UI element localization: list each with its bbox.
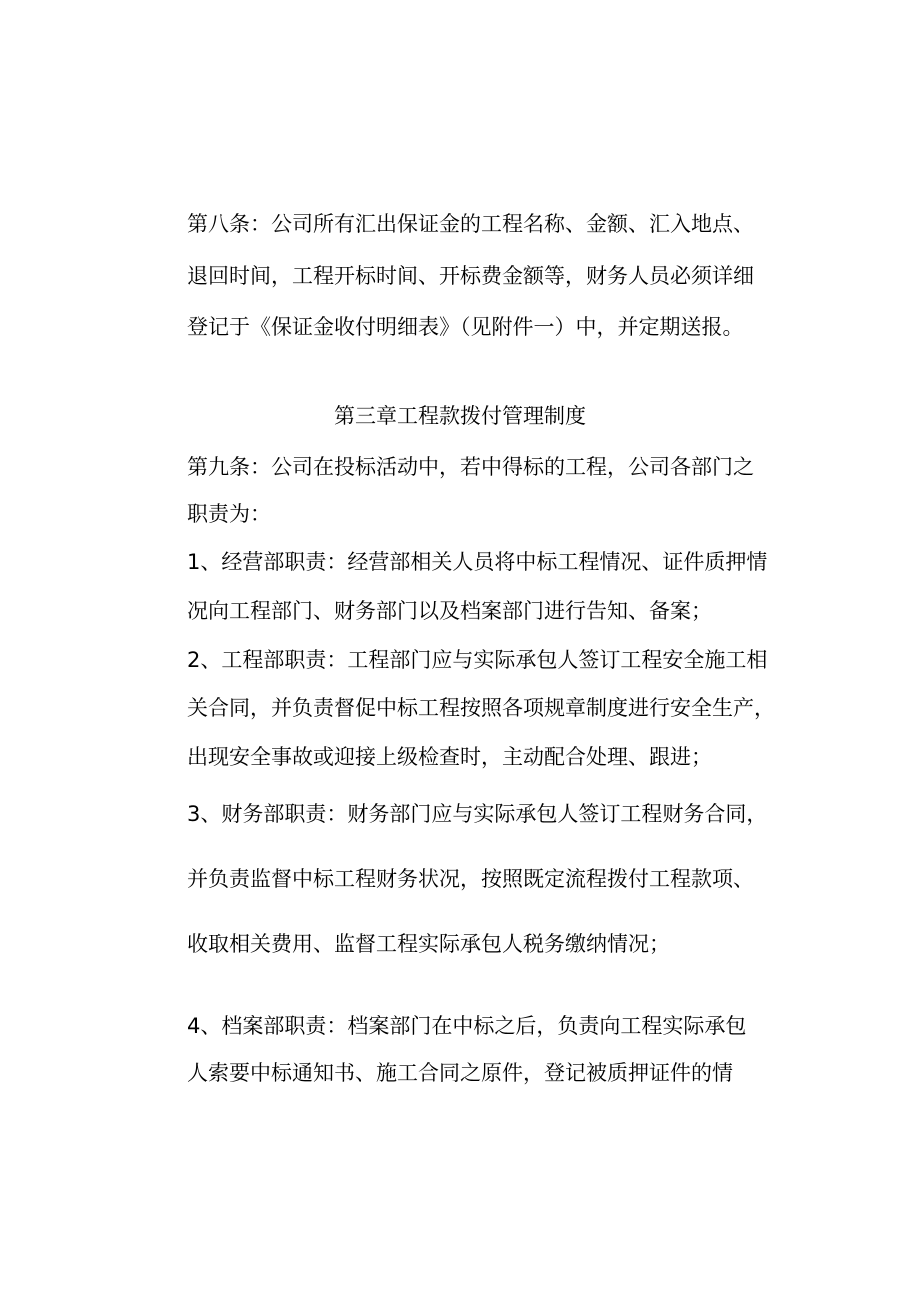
item-1-line-2: 况向工程部门、财务部门以及档案部门进行告知、备案；	[187, 599, 712, 623]
item-2-line-1: 2、工程部职责：工程部门应与实际承包人签订工程安全施工相	[187, 648, 768, 672]
item-3-line-1: 3、财务部职责：财务部门应与实际承包人签订工程财务合同，	[187, 802, 768, 826]
article-8-line-3: 登记于《保证金收付明细表》（见附件一）中，并定期送报。	[187, 315, 744, 339]
item-4-line-2: 人索要中标通知书、施工合同之原件，登记被质押证件的情	[187, 1061, 733, 1085]
item-4-line-1: 4、档案部职责：档案部门在中标之后，负责向工程实际承包	[187, 1014, 747, 1038]
article-8-line-2: 退回时间，工程开标时间、开标费金额等，财务人员必须详细	[187, 264, 754, 288]
item-2-line-2: 关合同，并负责督促中标工程按照各项规章制度进行安全生产，	[187, 696, 775, 720]
article-8-line-1: 第八条：公司所有汇出保证金的工程名称、金额、汇入地点、	[187, 212, 754, 236]
chapter-3-title: 第三章工程款拨付管理制度	[334, 404, 586, 428]
item-3-line-2: 并负责监督中标工程财务状况，按照既定流程拨付工程款项、	[187, 867, 754, 891]
item-3-line-3: 收取相关费用、监督工程实际承包人税务缴纳情况；	[187, 932, 670, 956]
article-9-line-1: 第九条：公司在投标活动中，若中得标的工程，公司各部门之	[187, 455, 754, 479]
item-2-line-3: 出现安全事故或迎接上级检查时，主动配合处理、跟进；	[187, 745, 712, 769]
article-9-line-2: 职责为：	[187, 502, 271, 526]
item-1-line-1: 1、经营部职责：经营部相关人员将中标工程情况、证件质押情	[187, 550, 768, 574]
